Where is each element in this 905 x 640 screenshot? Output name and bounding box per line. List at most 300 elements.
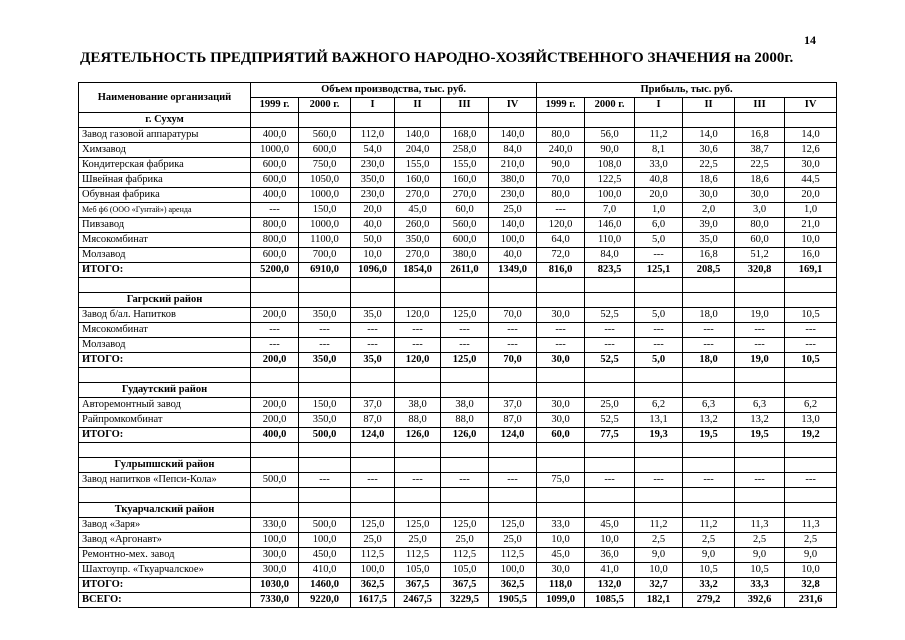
value-cell: 30,6 xyxy=(683,143,735,158)
value-cell xyxy=(635,113,683,128)
value-cell: 240,0 xyxy=(537,143,585,158)
value-cell: --- xyxy=(735,338,785,353)
value-cell: 9,0 xyxy=(735,548,785,563)
organization-name-cell: Завод напитков «Пепси-Кола» xyxy=(79,473,251,488)
table-row xyxy=(79,308,837,323)
value-cell: 350,0 xyxy=(299,413,351,428)
value-cell: 20,0 xyxy=(635,188,683,203)
value-cell: 14,0 xyxy=(785,128,837,143)
value-cell xyxy=(441,113,489,128)
value-cell xyxy=(683,293,735,308)
table-row xyxy=(79,233,837,248)
value-cell xyxy=(299,443,351,458)
value-cell xyxy=(683,113,735,128)
value-cell: 38,0 xyxy=(395,398,441,413)
value-cell: 25,0 xyxy=(395,533,441,548)
value-cell xyxy=(585,368,635,383)
value-cell: --- xyxy=(735,323,785,338)
value-cell xyxy=(299,293,351,308)
value-cell: 22,5 xyxy=(683,158,735,173)
value-cell xyxy=(683,383,735,398)
value-cell: 35,0 xyxy=(683,233,735,248)
value-cell: 11,2 xyxy=(635,518,683,533)
value-cell: 118,0 xyxy=(537,578,585,593)
value-cell: 1,0 xyxy=(635,203,683,218)
value-cell xyxy=(441,443,489,458)
value-cell: 30,0 xyxy=(785,158,837,173)
organization-name-cell: Завод «Аргонавт» xyxy=(79,533,251,548)
value-cell: 2467,5 xyxy=(395,593,441,608)
organization-name-cell: Мясокомбинат xyxy=(79,323,251,338)
value-cell: 25,0 xyxy=(351,533,395,548)
value-cell: 1100,0 xyxy=(299,233,351,248)
value-cell: 100,0 xyxy=(585,188,635,203)
value-cell: 33,3 xyxy=(735,578,785,593)
value-cell: --- xyxy=(683,473,735,488)
value-cell xyxy=(683,503,735,518)
value-cell: 30,0 xyxy=(537,563,585,578)
value-cell xyxy=(489,458,537,473)
value-cell: 560,0 xyxy=(441,218,489,233)
value-cell xyxy=(251,293,299,308)
value-cell xyxy=(351,278,395,293)
value-cell: 270,0 xyxy=(441,188,489,203)
value-cell: --- xyxy=(299,473,351,488)
value-cell: 40,0 xyxy=(489,248,537,263)
value-cell: 500,0 xyxy=(299,428,351,443)
enterprise-activity-table xyxy=(78,82,837,608)
value-cell: 87,0 xyxy=(489,413,537,428)
value-cell xyxy=(251,113,299,128)
value-cell: 105,0 xyxy=(395,563,441,578)
value-cell xyxy=(537,368,585,383)
table-body xyxy=(79,113,837,608)
value-cell: 40,0 xyxy=(351,218,395,233)
value-cell xyxy=(635,458,683,473)
value-cell: 25,0 xyxy=(585,398,635,413)
value-cell: 44,5 xyxy=(785,173,837,188)
header-profit: Прибыль, тыс. руб. xyxy=(537,83,837,98)
organization-name-cell: Шахтоупр. «Ткуарчалское» xyxy=(79,563,251,578)
value-cell: --- xyxy=(299,323,351,338)
value-cell xyxy=(441,503,489,518)
value-cell: 70,0 xyxy=(489,353,537,368)
header-period-7: 2000 г. xyxy=(585,98,635,113)
value-cell: 500,0 xyxy=(299,518,351,533)
value-cell: 330,0 xyxy=(251,518,299,533)
spacer-row xyxy=(79,278,837,293)
value-cell: 125,0 xyxy=(441,518,489,533)
value-cell: 208,5 xyxy=(683,263,735,278)
value-cell: 16,8 xyxy=(683,248,735,263)
value-cell: 35,0 xyxy=(351,353,395,368)
value-cell: 230,0 xyxy=(351,188,395,203)
table-row xyxy=(79,143,837,158)
table-row xyxy=(79,248,837,263)
organization-name-cell: Пивзавод xyxy=(79,218,251,233)
value-cell: --- xyxy=(251,203,299,218)
value-cell: 16,0 xyxy=(785,248,837,263)
value-cell: 100,0 xyxy=(489,233,537,248)
organization-name-cell: Гудаутский район xyxy=(79,383,251,398)
value-cell: 1460,0 xyxy=(299,578,351,593)
value-cell: 45,0 xyxy=(585,518,635,533)
value-cell xyxy=(735,383,785,398)
value-cell: 350,0 xyxy=(351,173,395,188)
value-cell: 600,0 xyxy=(251,158,299,173)
value-cell xyxy=(489,368,537,383)
value-cell xyxy=(735,488,785,503)
value-cell: 3,0 xyxy=(735,203,785,218)
value-cell: 7330,0 xyxy=(251,593,299,608)
organization-name-cell: Молзавод xyxy=(79,338,251,353)
value-cell: 150,0 xyxy=(299,203,351,218)
value-cell: --- xyxy=(635,338,683,353)
organization-name-cell: Ткуарчалский район xyxy=(79,503,251,518)
value-cell: --- xyxy=(683,323,735,338)
value-cell: --- xyxy=(585,473,635,488)
value-cell: 120,0 xyxy=(395,353,441,368)
value-cell xyxy=(489,293,537,308)
value-cell xyxy=(785,488,837,503)
value-cell: 80,0 xyxy=(735,218,785,233)
value-cell: 84,0 xyxy=(585,248,635,263)
value-cell xyxy=(735,368,785,383)
value-cell xyxy=(395,113,441,128)
value-cell: 125,0 xyxy=(441,308,489,323)
value-cell xyxy=(785,383,837,398)
table-row xyxy=(79,533,837,548)
value-cell xyxy=(351,503,395,518)
value-cell: 88,0 xyxy=(395,413,441,428)
value-cell: 80,0 xyxy=(537,188,585,203)
value-cell: 600,0 xyxy=(251,248,299,263)
value-cell: 112,0 xyxy=(351,128,395,143)
value-cell: 155,0 xyxy=(395,158,441,173)
value-cell: --- xyxy=(683,338,735,353)
value-cell: 37,0 xyxy=(351,398,395,413)
value-cell: 87,0 xyxy=(351,413,395,428)
value-cell: 350,0 xyxy=(299,308,351,323)
value-cell: 2,5 xyxy=(785,533,837,548)
organization-name-cell: Завод «Заря» xyxy=(79,518,251,533)
value-cell: 362,5 xyxy=(489,578,537,593)
value-cell: 10,0 xyxy=(785,563,837,578)
value-cell xyxy=(585,503,635,518)
value-cell: 70,0 xyxy=(537,173,585,188)
value-cell: 75,0 xyxy=(537,473,585,488)
value-cell: 32,8 xyxy=(785,578,837,593)
value-cell: 38,7 xyxy=(735,143,785,158)
value-cell: 20,0 xyxy=(351,203,395,218)
table-row xyxy=(79,323,837,338)
value-cell: 11,3 xyxy=(735,518,785,533)
value-cell: 112,5 xyxy=(395,548,441,563)
value-cell: --- xyxy=(635,248,683,263)
header-period-11: IV xyxy=(785,98,837,113)
value-cell: 9220,0 xyxy=(299,593,351,608)
value-cell: 279,2 xyxy=(683,593,735,608)
value-cell xyxy=(251,503,299,518)
value-cell: 6,2 xyxy=(785,398,837,413)
value-cell: 33,0 xyxy=(537,518,585,533)
value-cell: 1905,5 xyxy=(489,593,537,608)
organization-name-cell xyxy=(79,368,251,383)
value-cell: 8,1 xyxy=(635,143,683,158)
value-cell: 5,0 xyxy=(635,308,683,323)
table-row xyxy=(79,338,837,353)
value-cell: 140,0 xyxy=(395,128,441,143)
value-cell: 105,0 xyxy=(441,563,489,578)
value-cell xyxy=(735,443,785,458)
value-cell: 6,3 xyxy=(683,398,735,413)
total-row xyxy=(79,578,837,593)
table-row xyxy=(79,548,837,563)
value-cell: 1096,0 xyxy=(351,263,395,278)
organization-name-cell xyxy=(79,443,251,458)
value-cell xyxy=(395,383,441,398)
value-cell xyxy=(299,383,351,398)
organization-name-cell: Гулрыпшский район xyxy=(79,458,251,473)
value-cell: 10,0 xyxy=(537,533,585,548)
spacer-row xyxy=(79,443,837,458)
value-cell xyxy=(785,293,837,308)
value-cell: 125,1 xyxy=(635,263,683,278)
value-cell: 125,0 xyxy=(441,353,489,368)
spacer-row xyxy=(79,488,837,503)
value-cell: 90,0 xyxy=(537,158,585,173)
value-cell: 30,0 xyxy=(537,398,585,413)
value-cell: 1349,0 xyxy=(489,263,537,278)
value-cell: 22,5 xyxy=(735,158,785,173)
table-row xyxy=(79,398,837,413)
value-cell: 362,5 xyxy=(351,578,395,593)
value-cell xyxy=(537,458,585,473)
table-row xyxy=(79,158,837,173)
value-cell xyxy=(585,278,635,293)
organization-name-cell: Гагрский район xyxy=(79,293,251,308)
value-cell: 60,0 xyxy=(537,428,585,443)
header-period-2: I xyxy=(351,98,395,113)
spacer-row xyxy=(79,368,837,383)
value-cell: --- xyxy=(441,338,489,353)
value-cell xyxy=(395,278,441,293)
total-row xyxy=(79,263,837,278)
value-cell xyxy=(537,113,585,128)
value-cell: 124,0 xyxy=(351,428,395,443)
value-cell xyxy=(441,293,489,308)
value-cell xyxy=(635,443,683,458)
value-cell: 2611,0 xyxy=(441,263,489,278)
value-cell xyxy=(441,278,489,293)
value-cell: 1000,0 xyxy=(251,143,299,158)
value-cell: 100,0 xyxy=(251,533,299,548)
value-cell: 39,0 xyxy=(683,218,735,233)
value-cell: 52,5 xyxy=(585,308,635,323)
value-cell xyxy=(735,278,785,293)
value-cell: 14,0 xyxy=(683,128,735,143)
value-cell xyxy=(585,113,635,128)
value-cell: 392,6 xyxy=(735,593,785,608)
value-cell: --- xyxy=(441,323,489,338)
value-cell xyxy=(299,278,351,293)
value-cell: 10,5 xyxy=(735,563,785,578)
value-cell: 80,0 xyxy=(537,128,585,143)
value-cell: 35,0 xyxy=(351,308,395,323)
value-cell: 10,0 xyxy=(635,563,683,578)
value-cell: 816,0 xyxy=(537,263,585,278)
value-cell: 150,0 xyxy=(299,398,351,413)
value-cell: 9,0 xyxy=(635,548,683,563)
value-cell: 18,0 xyxy=(683,308,735,323)
value-cell xyxy=(537,293,585,308)
value-cell xyxy=(299,113,351,128)
value-cell: 160,0 xyxy=(441,173,489,188)
value-cell: 6910,0 xyxy=(299,263,351,278)
value-cell: 126,0 xyxy=(441,428,489,443)
value-cell xyxy=(585,293,635,308)
value-cell xyxy=(489,113,537,128)
value-cell: --- xyxy=(537,323,585,338)
value-cell: 5,0 xyxy=(635,353,683,368)
value-cell: 60,0 xyxy=(735,233,785,248)
value-cell: 350,0 xyxy=(395,233,441,248)
value-cell: --- xyxy=(441,473,489,488)
value-cell: 125,0 xyxy=(351,518,395,533)
value-cell: 400,0 xyxy=(251,188,299,203)
value-cell xyxy=(441,368,489,383)
organization-name-cell: ИТОГО: xyxy=(79,428,251,443)
organization-name-cell: Завод газовой аппаратуры xyxy=(79,128,251,143)
section-row xyxy=(79,503,837,518)
value-cell xyxy=(299,368,351,383)
value-cell: 45,0 xyxy=(395,203,441,218)
organization-name-cell: Швейная фабрика xyxy=(79,173,251,188)
value-cell: --- xyxy=(351,323,395,338)
value-cell: 600,0 xyxy=(299,143,351,158)
value-cell xyxy=(351,488,395,503)
value-cell xyxy=(785,278,837,293)
value-cell: 64,0 xyxy=(537,233,585,248)
value-cell xyxy=(299,503,351,518)
value-cell: 300,0 xyxy=(251,548,299,563)
value-cell xyxy=(351,293,395,308)
value-cell xyxy=(395,503,441,518)
value-cell: 45,0 xyxy=(537,548,585,563)
value-cell xyxy=(735,293,785,308)
organization-name-cell: г. Сухум xyxy=(79,113,251,128)
value-cell xyxy=(635,368,683,383)
total-row xyxy=(79,593,837,608)
value-cell: 500,0 xyxy=(251,473,299,488)
value-cell: 270,0 xyxy=(395,248,441,263)
section-row xyxy=(79,383,837,398)
value-cell: 2,5 xyxy=(683,533,735,548)
organization-name-cell: Завод б/ал. Напитков xyxy=(79,308,251,323)
value-cell xyxy=(537,278,585,293)
table-row xyxy=(79,563,837,578)
value-cell: --- xyxy=(251,338,299,353)
value-cell: 124,0 xyxy=(489,428,537,443)
value-cell: 100,0 xyxy=(299,533,351,548)
value-cell: 210,0 xyxy=(489,158,537,173)
header-period-9: II xyxy=(683,98,735,113)
value-cell: 25,0 xyxy=(489,533,537,548)
value-cell: 560,0 xyxy=(299,128,351,143)
table-row xyxy=(79,413,837,428)
value-cell: --- xyxy=(351,338,395,353)
header-period-10: III xyxy=(735,98,785,113)
value-cell: --- xyxy=(251,323,299,338)
value-cell: --- xyxy=(585,338,635,353)
value-cell: 33,2 xyxy=(683,578,735,593)
value-cell: 11,2 xyxy=(635,128,683,143)
value-cell: 77,5 xyxy=(585,428,635,443)
value-cell xyxy=(489,443,537,458)
value-cell: 600,0 xyxy=(251,173,299,188)
value-cell: 10,5 xyxy=(785,353,837,368)
value-cell xyxy=(735,458,785,473)
table-row xyxy=(79,128,837,143)
value-cell: 54,0 xyxy=(351,143,395,158)
value-cell: 20,0 xyxy=(785,188,837,203)
value-cell: 9,0 xyxy=(785,548,837,563)
value-cell xyxy=(585,383,635,398)
value-cell: 3229,5 xyxy=(441,593,489,608)
value-cell: 1000,0 xyxy=(299,188,351,203)
value-cell: 72,0 xyxy=(537,248,585,263)
value-cell: 270,0 xyxy=(395,188,441,203)
total-row xyxy=(79,353,837,368)
value-cell: --- xyxy=(395,323,441,338)
table-row xyxy=(79,188,837,203)
value-cell: 600,0 xyxy=(441,233,489,248)
value-cell: 320,8 xyxy=(735,263,785,278)
value-cell: 51,2 xyxy=(735,248,785,263)
value-cell: 160,0 xyxy=(395,173,441,188)
value-cell: 30,0 xyxy=(537,308,585,323)
value-cell xyxy=(489,278,537,293)
value-cell xyxy=(635,293,683,308)
value-cell xyxy=(635,503,683,518)
table-row xyxy=(79,173,837,188)
value-cell: 100,0 xyxy=(351,563,395,578)
value-cell: 13,2 xyxy=(683,413,735,428)
value-cell: 19,3 xyxy=(635,428,683,443)
value-cell xyxy=(351,443,395,458)
value-cell: 800,0 xyxy=(251,218,299,233)
value-cell: --- xyxy=(489,323,537,338)
value-cell: 19,2 xyxy=(785,428,837,443)
header-row-1 xyxy=(79,83,837,98)
value-cell xyxy=(635,488,683,503)
value-cell xyxy=(299,458,351,473)
value-cell: 7,0 xyxy=(585,203,635,218)
value-cell: 56,0 xyxy=(585,128,635,143)
value-cell: 38,0 xyxy=(441,398,489,413)
value-cell xyxy=(735,503,785,518)
value-cell xyxy=(785,503,837,518)
value-cell: 52,5 xyxy=(585,413,635,428)
value-cell: --- xyxy=(299,338,351,353)
value-cell: 37,0 xyxy=(489,398,537,413)
value-cell: 50,0 xyxy=(351,233,395,248)
value-cell: 19,0 xyxy=(735,353,785,368)
value-cell: 230,0 xyxy=(351,158,395,173)
value-cell: --- xyxy=(635,323,683,338)
value-cell xyxy=(537,488,585,503)
value-cell: --- xyxy=(585,323,635,338)
